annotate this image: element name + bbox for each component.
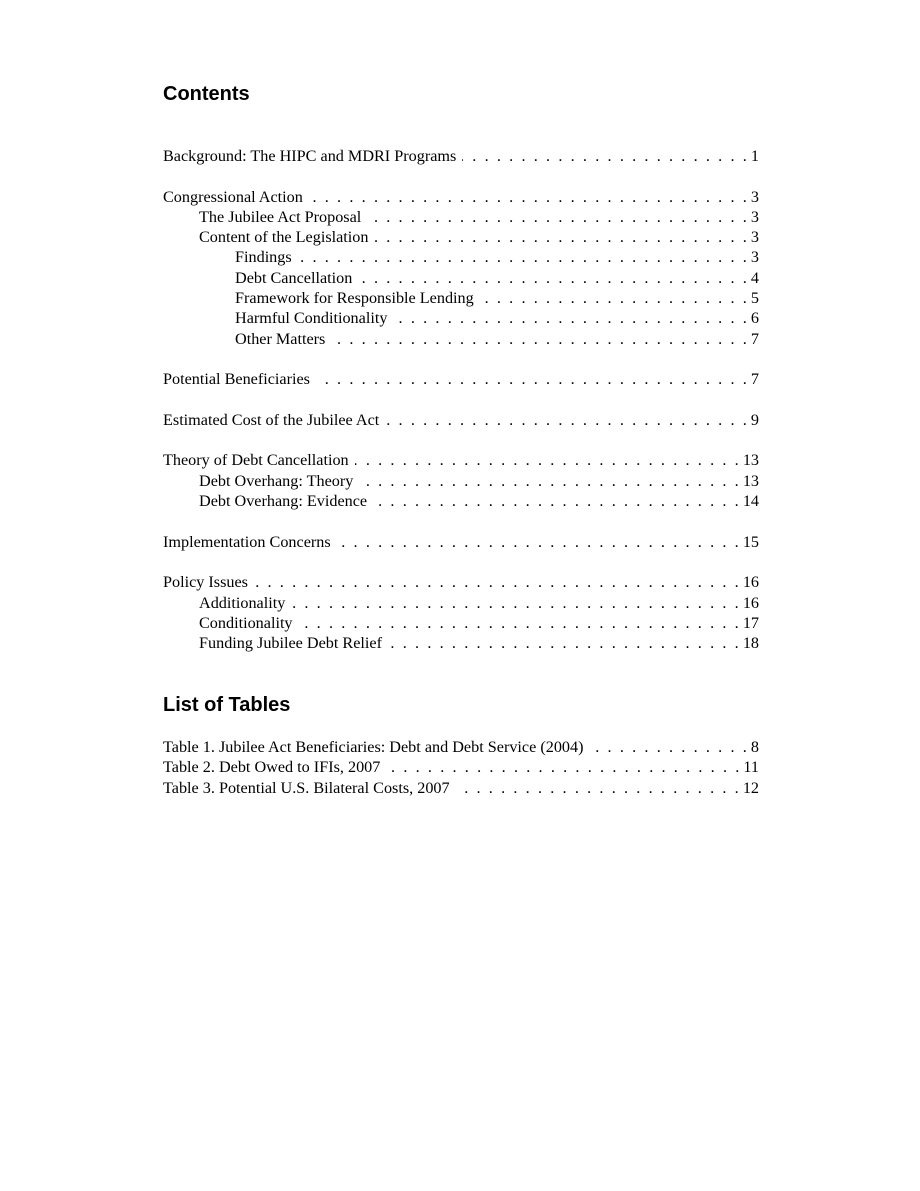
toc-entry-title: Policy Issues (163, 573, 248, 592)
toc-entry[interactable] (163, 369, 759, 389)
toc-entry-title: Background: The HIPC and MDRI Programs (163, 147, 457, 165)
toc-entry-title: Findings (235, 248, 292, 267)
toc-entry[interactable] (163, 410, 759, 430)
toc-entry-title: Potential Beneficiaries (163, 370, 310, 389)
toc-entry-title: Framework for Responsible Lending (235, 289, 474, 308)
toc-entry-title: Theory of Debt Cancellation (163, 451, 349, 470)
toc-entry[interactable] (163, 532, 759, 552)
toc-entry-title: Content of the Legislation (199, 228, 369, 247)
dot-leader (456, 778, 741, 798)
dot-leader (299, 613, 741, 633)
toc-entry-page-number: 4 (750, 268, 759, 287)
toc-entry-page-number: 1 (750, 147, 759, 165)
table-list-entry-page-number: 8 (750, 738, 759, 756)
toc-entry-title: Estimated Cost of the Jubilee Act (163, 410, 380, 429)
toc-entry-page-number: 16 (742, 573, 759, 592)
toc-entry[interactable] (163, 268, 759, 288)
toc-entry[interactable] (163, 593, 759, 613)
toc-entry-title: Congressional Action (163, 187, 303, 206)
toc-entry[interactable] (163, 207, 759, 227)
toc-entry-page-number: 13 (742, 451, 759, 470)
toc-entry-title: Conditionality (199, 613, 293, 632)
toc-entry-title: Implementation Concerns (163, 532, 331, 551)
dot-leader (316, 369, 749, 389)
table-list-entry-title: Table 3. Potential U.S. Bilateral Costs, 2007 (163, 778, 450, 797)
dot-leader (375, 227, 749, 247)
toc-entry-page-number: 3 (750, 207, 759, 226)
toc-entry[interactable] (163, 187, 759, 207)
toc-entry-title: Harmful Conditionality (235, 309, 388, 328)
toc-entry[interactable] (163, 471, 759, 491)
toc-entry[interactable] (163, 146, 759, 166)
toc-entry-page-number: 5 (750, 289, 759, 308)
toc-entry-title: Debt Overhang: Theory (199, 471, 354, 490)
toc-entry-page-number: 9 (750, 410, 759, 429)
dot-leader (298, 247, 749, 267)
toc-entry-page-number: 17 (742, 613, 759, 632)
list-of-tables-heading: List of Tables (163, 694, 291, 716)
toc-entry[interactable] (163, 450, 759, 470)
table-list-entry-title: Table 2. Debt Owed to IFIs, 2007 (163, 758, 381, 777)
table-list-entry-page-number: 11 (743, 758, 759, 777)
table-list-entry-title: Table 1. Jubilee Act Beneficiaries: Debt and Debt Service (2004) (163, 738, 584, 756)
table-list-entry[interactable] (163, 757, 759, 777)
toc-entry-page-number: 14 (742, 492, 759, 511)
dot-leader (254, 572, 741, 592)
dot-leader (388, 633, 741, 653)
dot-leader (373, 491, 741, 511)
toc-entry-page-number: 3 (750, 187, 759, 206)
dot-leader (393, 308, 748, 328)
toc-entry-title: Other Matters (235, 329, 326, 348)
toc-entry-page-number: 3 (750, 228, 759, 247)
dot-leader (358, 268, 749, 288)
dot-leader (386, 757, 741, 777)
list-of-tables (163, 737, 759, 798)
toc-entry-title: Additionality (199, 593, 286, 612)
toc-entry-title: Funding Jubilee Debt Relief (199, 634, 382, 653)
toc-entry-page-number: 13 (742, 471, 759, 490)
dot-leader (385, 410, 749, 430)
toc-entry-page-number: 6 (750, 309, 759, 328)
dot-leader (291, 593, 740, 613)
toc-entry[interactable] (163, 633, 759, 653)
toc-entry[interactable] (163, 572, 759, 592)
dot-leader (331, 329, 749, 349)
contents-heading: Contents (163, 83, 250, 105)
table-of-contents (163, 146, 759, 653)
toc-entry-page-number: 18 (742, 634, 759, 653)
dot-leader (355, 450, 741, 470)
table-list-entry-page-number: 12 (742, 778, 759, 797)
dot-leader (337, 532, 741, 552)
toc-entry-page-number: 7 (750, 370, 759, 389)
toc-entry-title: Debt Cancellation (235, 268, 353, 287)
dot-leader (309, 187, 749, 207)
dot-leader (480, 288, 749, 308)
toc-entry-page-number: 15 (742, 532, 759, 551)
table-list-entry[interactable] (163, 737, 759, 757)
toc-entry[interactable] (163, 227, 759, 247)
toc-entry-page-number: 16 (742, 593, 759, 612)
dot-leader (367, 207, 749, 227)
toc-entry[interactable] (163, 308, 759, 328)
toc-entry-page-number: 7 (750, 329, 759, 348)
toc-entry-title: The Jubilee Act Proposal (199, 207, 362, 226)
table-list-entry[interactable] (163, 778, 759, 798)
dot-leader (462, 146, 749, 166)
toc-entry[interactable] (163, 491, 759, 511)
toc-entry[interactable] (163, 288, 759, 308)
toc-entry-page-number: 3 (750, 248, 759, 267)
toc-entry[interactable] (163, 247, 759, 267)
dot-leader (359, 471, 740, 491)
toc-entry[interactable] (163, 613, 759, 633)
toc-entry[interactable] (163, 329, 759, 349)
toc-entry-title: Debt Overhang: Evidence (199, 492, 368, 511)
dot-leader (590, 737, 749, 757)
